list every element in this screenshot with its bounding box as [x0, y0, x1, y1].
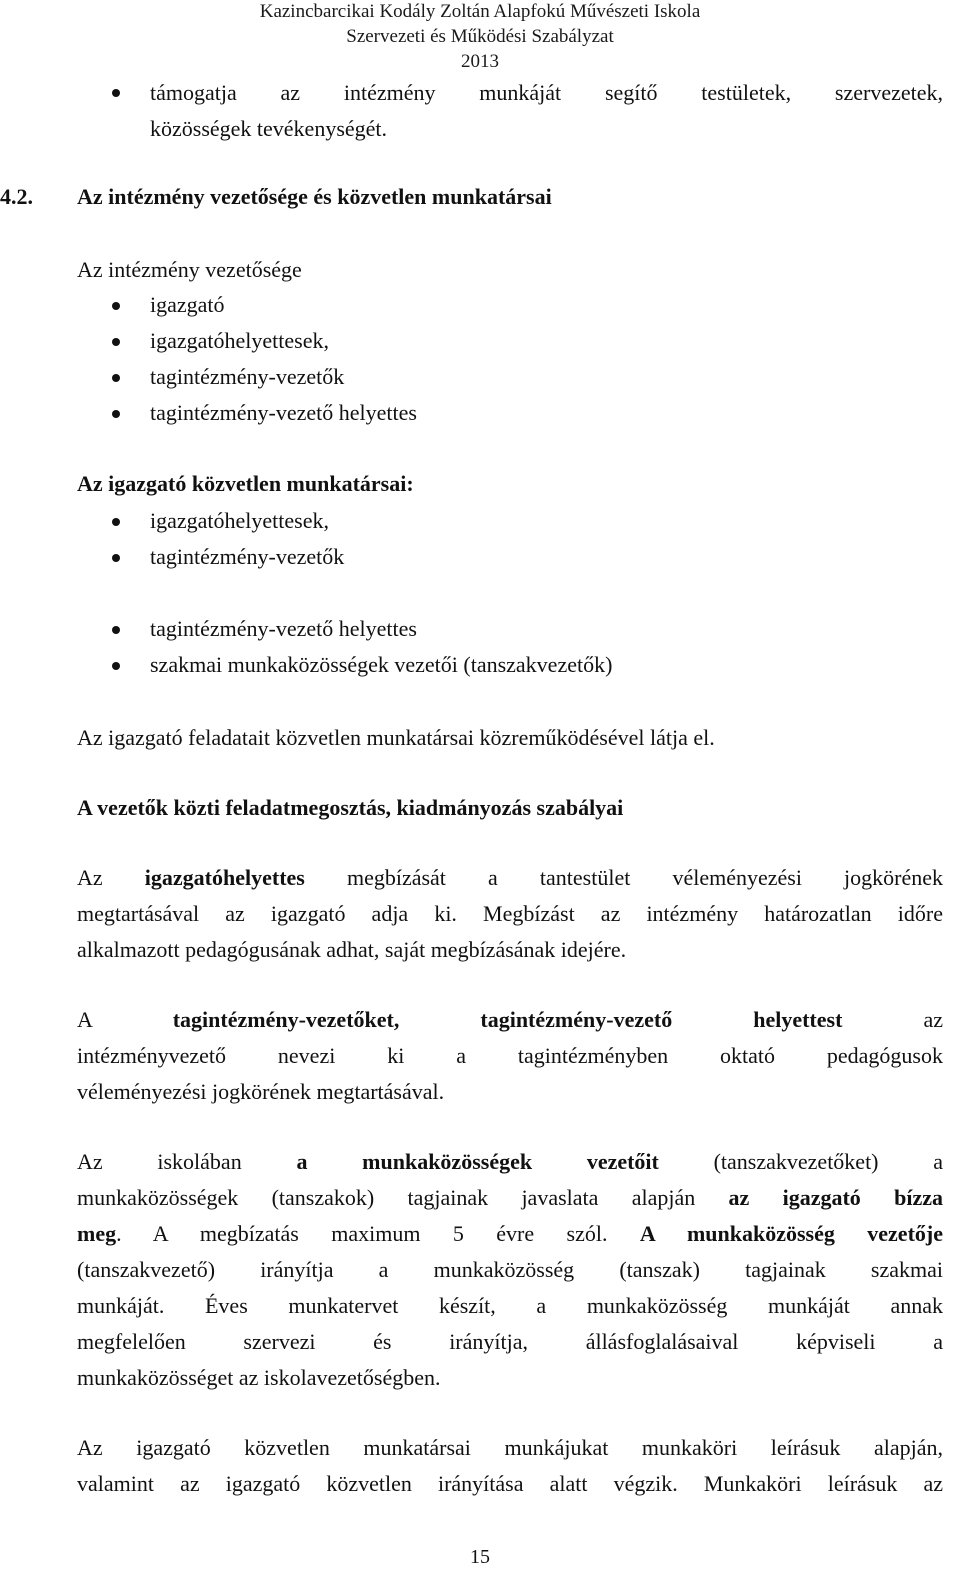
leadership-item: igazgatóhelyettesek, — [150, 328, 329, 353]
school-line7: munkaközösséget az iskolavezetőségben. — [77, 1365, 441, 1390]
last-line1: Az igazgató közvetlen munkatársai munkájukat munkaköri leírásuk alapján, — [77, 1435, 943, 1460]
header-school: Kazincbarcikai Kodály Zoltán Alapfokú Művészeti Iskola — [259, 1, 701, 22]
section-title: Az intézmény vezetősége és közvetlen munkatársai — [77, 184, 552, 209]
leadership-item: tagintézmény-vezetők — [150, 364, 345, 389]
direct-item: igazgatóhelyettesek, — [150, 508, 329, 533]
school-line5: munkáját. Éves munkatervet készít, a munkaközösség munkáját annak — [77, 1293, 943, 1318]
bullet-dot — [112, 662, 120, 670]
deputy-line3: alkalmazott pedagógusának adhat, saját megbízásának idejére. — [77, 937, 627, 962]
top-bullet-line2: közösségek tevékenységét. — [150, 116, 388, 141]
page-number: 15 — [470, 1546, 490, 1568]
header-document: Szervezeti és Működési Szabályzat — [346, 26, 614, 47]
member-line2: intézményvezető nevezi ki a tagintézményben oktató pedagógusok — [77, 1043, 943, 1068]
top-bullet-line1: támogatja az intézmény munkáját segítő testületek, szervezetek, — [150, 80, 943, 105]
member-line1: A tagintézmény-vezetőket, tagintézmény-vezető helyettest az — [77, 1007, 943, 1032]
last-line2: valamint az igazgató közvetlen irányítása alatt végzik. Munkaköri leírásuk az — [77, 1471, 943, 1496]
bullet-dot — [112, 626, 120, 634]
bullet-dot — [112, 410, 120, 418]
subheading: A vezetők közti feladatmegosztás, kiadmányozás szabályai — [77, 795, 624, 820]
bullet-dot — [112, 89, 120, 97]
leadership-item: tagintézmény-vezető helyettes — [150, 400, 417, 425]
direct-item: szakmai munkaközösségek vezetői (tanszakvezetők) — [150, 652, 613, 677]
school-line1: Az iskolában a munkaközösségek vezetőit (tanszakvezetőket) a — [77, 1149, 943, 1174]
school-line3: meg. A megbízatás maximum 5 évre szól. A munkaközösség vezetője — [77, 1221, 943, 1246]
member-line3: véleményezési jogkörének megtartásával. — [77, 1079, 445, 1104]
leadership-heading: Az intézmény vezetősége — [77, 257, 302, 282]
bullet-dot — [112, 518, 120, 526]
school-line6: megfelelően szervezi és irányítja, állásfoglalásaival képviseli a — [77, 1329, 943, 1354]
leadership-item: igazgató — [150, 292, 225, 317]
school-line2: munkaközösségek (tanszakok) tagjainak javaslata alapján az igazgató bízza — [77, 1185, 943, 1210]
deputy-line1: Az igazgatóhelyettes megbízását a tantestület véleményezési jogkörének — [77, 865, 943, 890]
bullet-dot — [112, 554, 120, 562]
direct-item: tagintézmény-vezető helyettes — [150, 616, 417, 641]
school-line4: (tanszakvezető) irányítja a munkaközösség (tanszak) tagjainak szakmai — [77, 1257, 943, 1282]
header-year: 2013 — [461, 51, 499, 72]
bullet-dot — [112, 302, 120, 310]
deputy-line2: megtartásával az igazgató adja ki. Megbízást az intézmény határozatlan időre — [77, 901, 943, 926]
section-number: 4.2. — [0, 184, 33, 209]
direct-item: tagintézmény-vezetők — [150, 544, 345, 569]
tasks-paragraph: Az igazgató feladatait közvetlen munkatársai közreműködésével látja el. — [77, 725, 715, 750]
direct-heading: Az igazgató közvetlen munkatársai: — [77, 471, 414, 496]
bullet-dot — [112, 374, 120, 382]
bullet-dot — [112, 338, 120, 346]
